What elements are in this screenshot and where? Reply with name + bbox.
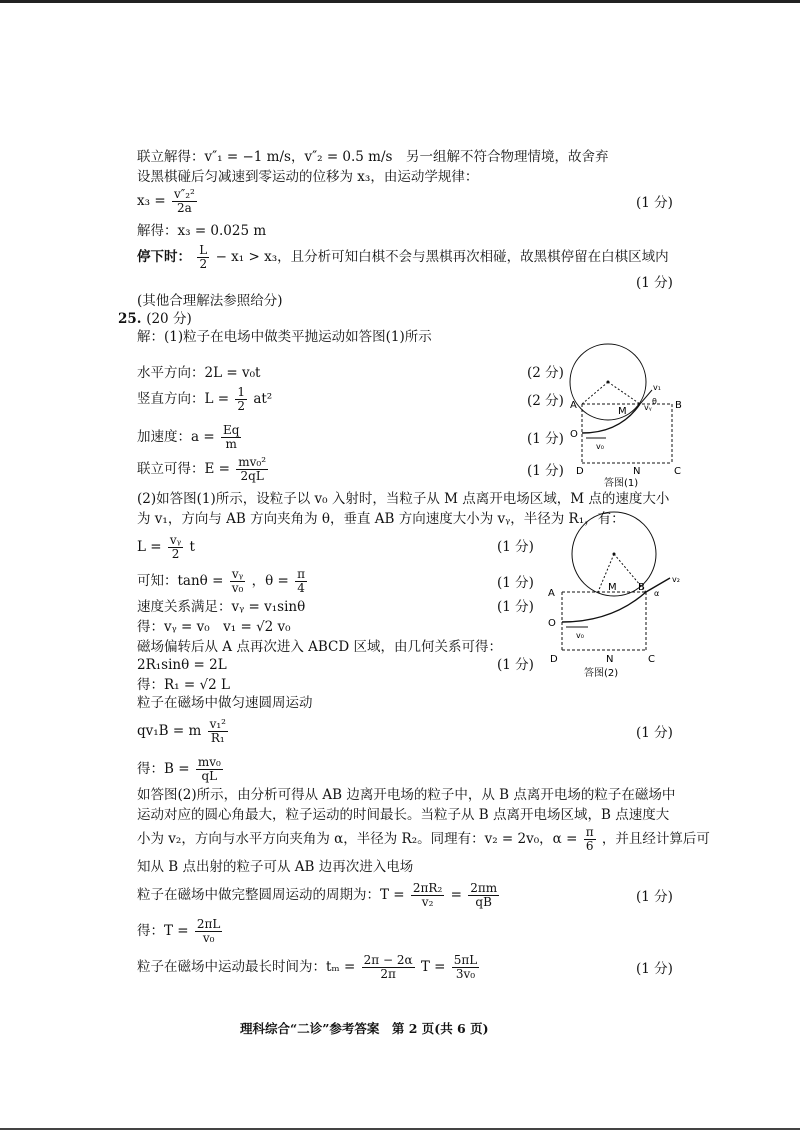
part3-line1: 如答图(2)所示，由分析可得从 AB 边离开电场的粒子中，从 B 点离开电场的粒子在磁场中 (137, 787, 676, 803)
question-number: 25. (20 分) (118, 311, 192, 327)
fig1-label-m: M (618, 406, 627, 417)
accel-eq: 加速度：a = $\frac{Eq}{m}$ (137, 423, 240, 451)
page-footer: 理科综合“二诊”参考答案 第 2 页(共 6 页) (240, 1021, 489, 1036)
fig1-label-o: O (570, 429, 578, 440)
solve-line: 联立解得：v″₁ = −1 m/s，v″₂ = 0.5 m/s 另一组解不符合物理情境，故舍弃 (137, 149, 609, 165)
top-border (0, 0, 800, 3)
fig2-label-alpha: α (654, 589, 660, 598)
force-eq: qv₁B = m $\frac{\text{v₁²}}{\text{R₁}}$ (137, 717, 226, 745)
field-eq: 联立可得：E = $\frac{\text{mv₀²}}{2qL}$ (137, 455, 267, 483)
score: (1 分) (497, 599, 534, 615)
score: (1 分) (527, 463, 564, 479)
fig1-label-n: N (633, 466, 641, 477)
fig2-caption: 答图(2) (584, 668, 619, 678)
geometry-line: 磁场偏转后从 A 点再次进入 ABCD 区域，由几何关系可得： (137, 639, 502, 655)
fig1-label-b: B (675, 400, 682, 411)
figure-2 (540, 506, 700, 678)
score: (1 分) (636, 961, 673, 977)
part3-line4: 知从 B 点出射的粒子可从 AB 边再次进入电场 (137, 859, 414, 875)
fig1-radius-a (582, 382, 608, 404)
horizontal-eq: 水平方向：2L = v₀t (137, 365, 261, 381)
fig1-radius-m (608, 382, 640, 404)
score: (1 分) (636, 725, 673, 741)
stop-line: 停下时： $\frac{L}{2}$ − x₁ > x₃，且分析可知白棋不会与黑棋再次相碰，故黑棋停留在白棋区域内 (137, 243, 669, 271)
fig1-label-vy: vᵧ (644, 403, 652, 412)
tan-eq: 可知：tanθ = $\frac{\text{vᵧ}}{\text{v₀}}$ ，θ = $\frac{\pi}{4}$ (137, 567, 306, 595)
fig1-v1-arrow (640, 390, 652, 404)
fig1-label-a: A (570, 400, 577, 411)
other-methods: (其他合理解法参照给分) (137, 293, 283, 309)
fig1-label-theta: θ (652, 397, 657, 406)
score: (2 分) (527, 393, 564, 409)
score: (1 分) (636, 889, 673, 905)
tmax-eq: 粒子在磁场中运动最长时间为：tₘ = $\frac{2\pi - 2\alpha}{2\pi}$ T = $\frac{5\pi L}{\text{3v₀}}$ (137, 953, 478, 981)
fig2-label-m: M (608, 582, 617, 593)
circular-motion: 粒子在磁场中做匀速圆周运动 (137, 695, 313, 711)
v-result: 得：vᵧ = v₀ v₁ = √2 v₀ (137, 619, 291, 635)
fig2-label-c: C (648, 654, 655, 665)
part2-line1: (2)如答图(1)所示，设粒子以 v₀ 入射时，当粒子从 M 点离开电场区域，M 点的速度大小 (137, 491, 670, 507)
x3-formula: x₃ = $\frac{\text{v″₂²}}{2a}$ (137, 187, 195, 215)
fig1-label-v1: v₁ (653, 383, 661, 392)
speed-relation: 速度关系满足：vᵧ = v₁sinθ (137, 599, 306, 615)
period-eq: 粒子在磁场中做完整圆周运动的周期为：T = $\frac{\text{2πR₂}}{\text{v₂}}$ = $\frac{2\pi m}{qB}$ (137, 881, 498, 909)
fig2-label-n: N (606, 654, 614, 665)
fig2-label-v2: v₂ (672, 575, 680, 584)
fig1-center (607, 381, 610, 384)
fig2-label-d: D (550, 654, 558, 665)
b-result: 得：B = $\frac{\text{mv₀}}{qL}$ (137, 755, 221, 783)
fig2-label-a: A (548, 588, 555, 599)
score: (1 分) (497, 539, 534, 555)
fig2-label-v0: v₀ (576, 631, 584, 640)
fig1-label-v0: v₀ (596, 442, 604, 451)
vertical-eq: 竖直方向：L = $\frac{1}{2}$ at² (137, 385, 273, 413)
fig1-label-d: D (576, 466, 584, 477)
fig2-label-b: B (638, 582, 645, 593)
part3-line3: 小为 v₂，方向与水平方向夹角为 α，半径为 R₂。同理有：v₂ = 2v₀，α = $\frac{\pi}{6}$ ，并且经计算后可 (137, 825, 710, 853)
t-result: 得：T = $\frac{2\pi L}{\text{v₀}}$ (137, 917, 221, 945)
score: (2 分) (527, 365, 564, 381)
fig1-caption: 答图(1) (604, 478, 639, 488)
fig1-label-c: C (674, 466, 681, 477)
part1-intro: 解：(1)粒子在电场中做类平抛运动如答图(1)所示 (137, 329, 432, 345)
r1-result: 得：R₁ = √2 L (137, 677, 230, 693)
part2-line2: 为 v₁，方向与 AB 方向夹角为 θ，垂直 AB 方向速度大小为 vᵧ，半径为 R₁，有： (137, 511, 625, 527)
score: (1 分) (636, 195, 673, 211)
fig1-trajectory (582, 404, 640, 433)
score: (1 分) (497, 657, 534, 673)
geometry-eq: 2R₁sinθ = 2L (137, 657, 227, 673)
score: (1 分) (527, 431, 564, 447)
figure-1 (560, 342, 690, 488)
fig2-label-o: O (548, 618, 556, 629)
part3-line2: 运动对应的圆心角最大，粒子运动的时间最长。当粒子从 B 点离开电场区域，B 点速度大 (137, 807, 670, 823)
setup-line: 设黑棋碰后匀减速到零运动的位移为 x₃，由运动学规律： (137, 169, 479, 185)
score: (1 分) (497, 575, 534, 591)
x3-result: 解得：x₃ = 0.025 m (137, 223, 267, 239)
score: (1 分) (636, 275, 673, 291)
l-eq: L = $\frac{\text{vᵧ}}{2}$ t (137, 533, 195, 561)
fig2-center (613, 553, 616, 556)
